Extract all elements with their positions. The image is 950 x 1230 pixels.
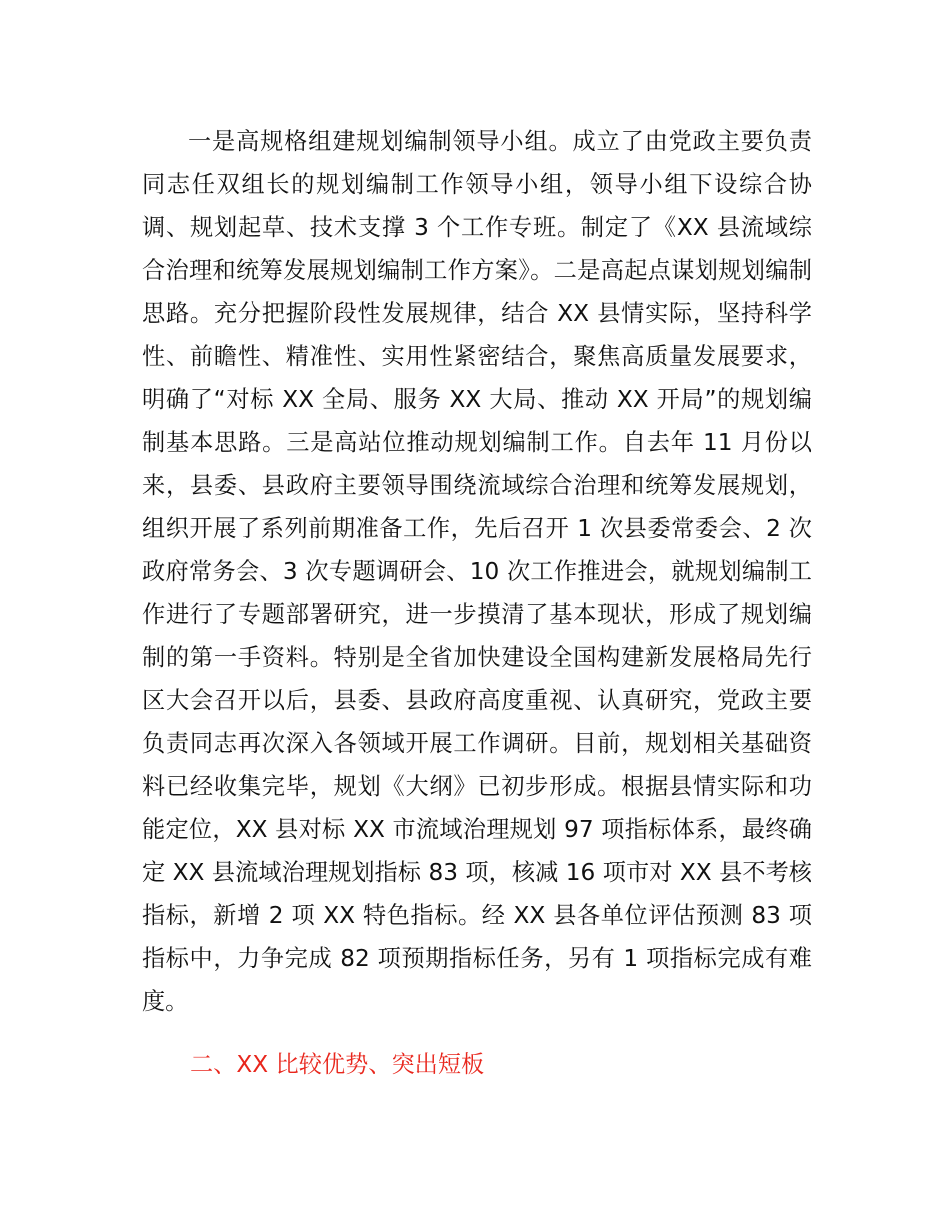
section-heading: 二、XX 比较优势、突出短板 bbox=[190, 1051, 485, 1078]
body-paragraph: 一是高规格组建规划编制领导小组。成立了由党政主要负责同志任双组长的规划编制工作领导小组，领导小组下设综合协调、规划起草、技术支撑 3 个工作专班。制定了《XX 县流域综合治理和统筹发展规划编制工作方案》。二是高起点谋划规划编制思路。充分把握阶段性发展规律，结合 XX 县情实际，坚持科学性、前瞻性、精准性、实用性紧密结合，聚焦高质量发展要求，明确了“对标 XX 全局、服务 XX 大局、推动 XX 开局”的规划编制基本思路。三是高站位推动规划编制工作。自去年 11 月份以来，县委、县政府主要领导围绕流域综合治理和统筹发展规划，组织开展了系列前期准备工作，先后召开 1 次县委常委会、2 次政府常务会、3 次专题调研会、10 次工作推进会，就规划编制工作进行了专题部署研究，进一步摸清了基本现状，形成了规划编制的第一手资料。特别是全省加快建设全国构建新发展格局先行区大会召开以后，县委、县政府高度重视、认真研究，党政主要负责同志再次深入各领域开展工作调研。目前，规划相关基础资料已经收集完毕，规划《大纲》已初步形成。根据县情实际和功能定位，XX 县对标 XX 市流域治理规划 97 项指标体系，最终确定 XX 县流域治理规划指标 83 项，核减 16 项市对 XX 县不考核指标，新增 2 项 XX 特色指标。经 XX 县各单位评估预测 83 项指标中，力争完成 82 项预期指标任务，另有 1 项指标完成有难度。 bbox=[142, 128, 812, 1015]
